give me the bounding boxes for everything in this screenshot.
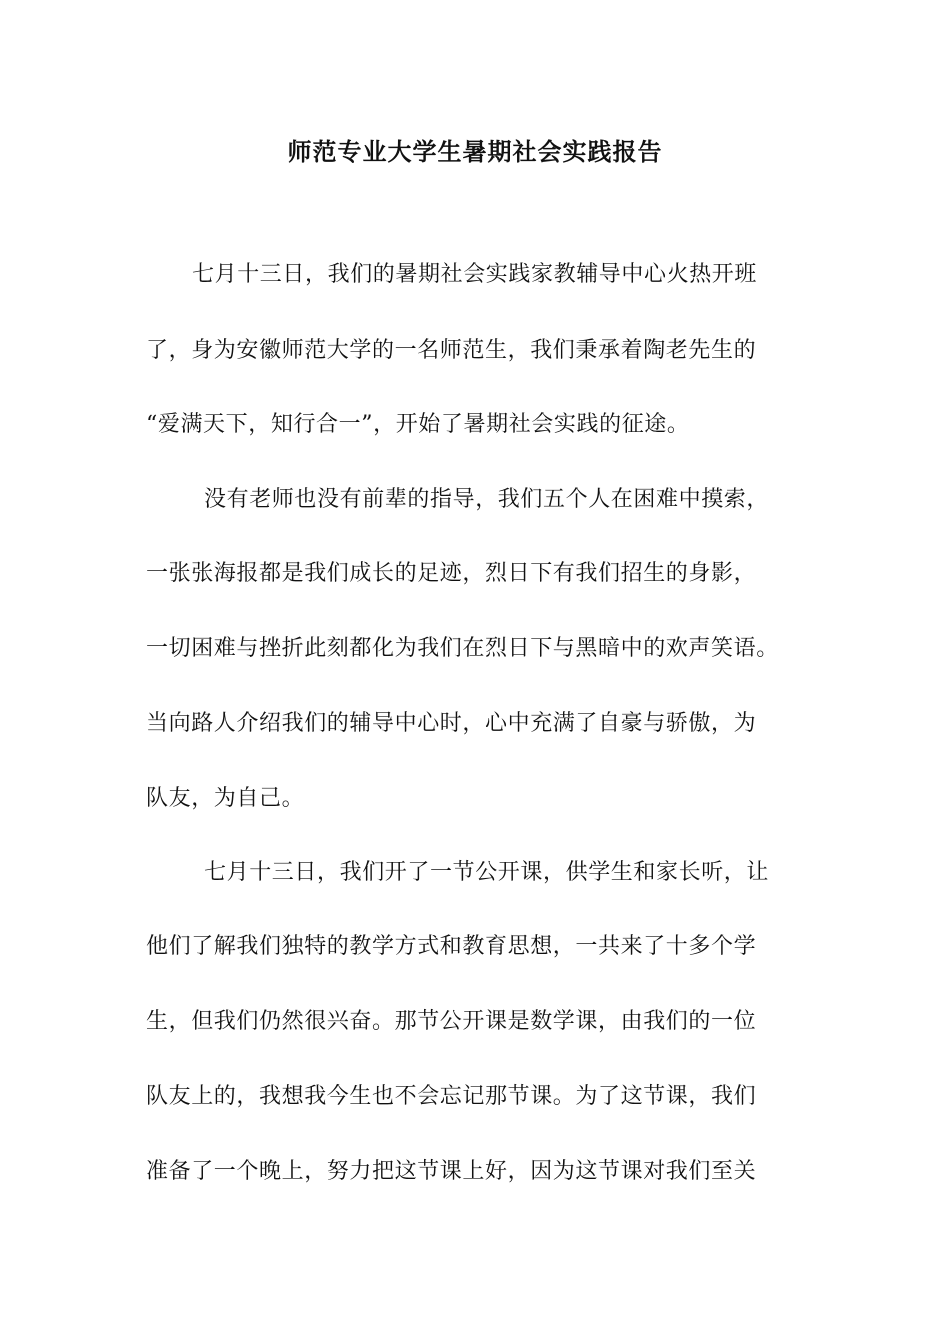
paragraph-2-line-2: 一张张海报都是我们成长的足迹，烈日下有我们招生的身影， (146, 561, 757, 586)
paragraph-3-line-3: 生，但我们仍然很兴奋。那节公开课是数学课，由我们的一位 (146, 1009, 757, 1034)
paragraph-1-line-1: 七月十三日，我们的暑期社会实践家教辅导中心火热开班 (192, 262, 758, 287)
paragraph-2-line-1: 没有老师也没有前辈的指导，我们五个人在困难中摸索， (204, 487, 770, 512)
paragraph-3-line-2: 他们了解我们独特的教学方式和教育思想，一共来了十多个学 (146, 934, 757, 959)
paragraph-1-line-3: “爱满天下，知行合一”，开始了暑期社会实践的征途。 (146, 412, 690, 437)
paragraph-3-line-4: 队友上的，我想我今生也不会忘记那节课。为了这节课，我们 (146, 1084, 757, 1109)
paragraph-2-line-4: 当向路人介绍我们的辅导中心时，心中充满了自豪与骄傲，为 (146, 711, 757, 736)
paragraph-1-line-2: 了，身为安徽师范大学的一名师范生，我们秉承着陶老先生的 (146, 338, 757, 363)
paragraph-3-line-1: 七月十三日，我们开了一节公开课，供学生和家长听，让 (204, 860, 770, 885)
paragraph-2-line-5: 队友，为自己。 (146, 786, 305, 811)
document-title: 师范专业大学生暑期社会实践报告 (287, 137, 663, 166)
paragraph-2-line-3: 一切困难与挫折此刻都化为我们在烈日下与黑暗中的欢声笑语。 (146, 636, 779, 661)
paragraph-3-line-5: 准备了一个晚上，努力把这节课上好，因为这节课对我们至关 (146, 1159, 757, 1184)
